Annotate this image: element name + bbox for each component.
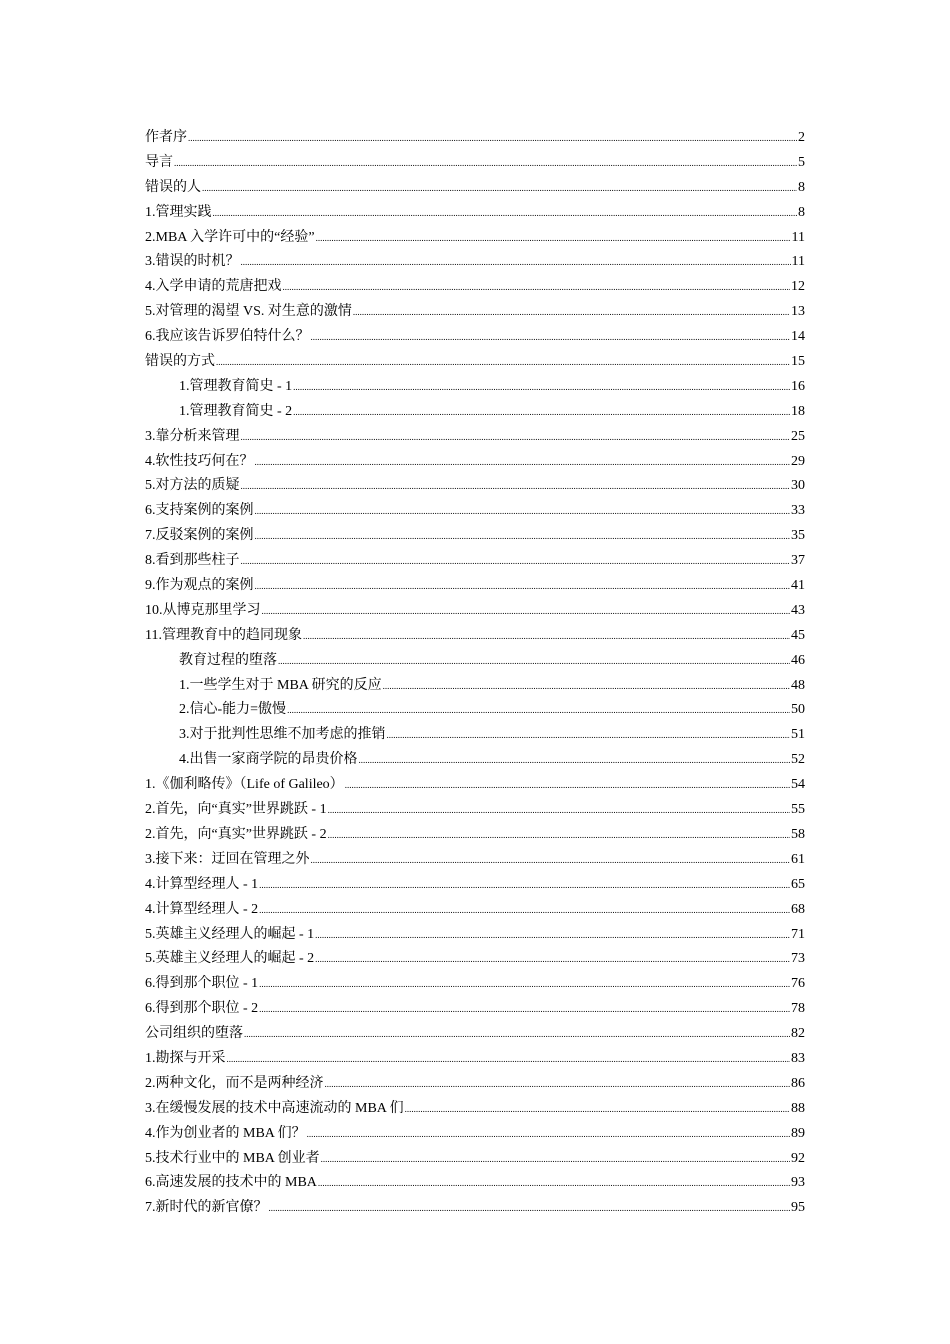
toc-entry[interactable]	[145, 723, 805, 748]
toc-entry-title: 6.支持案例的案例	[145, 503, 254, 519]
toc-entry-page-number: 8	[798, 204, 805, 220]
toc-dot-leader	[325, 1072, 791, 1097]
toc-entry-title: 11.管理教育中的趋同现象	[145, 627, 302, 643]
toc-entry-page-number: 2	[798, 130, 805, 145]
toc-entry-title: 3.错误的时机？	[145, 254, 240, 270]
toc-dot-leader	[328, 798, 790, 823]
toc-entry[interactable]	[145, 773, 805, 798]
toc-entry-title: 10.从博克那里学习	[145, 602, 261, 618]
toc-entry-page-number: 93	[791, 1175, 805, 1191]
toc-entry-title: 6.我应该告诉罗伯特什么？	[145, 329, 310, 345]
toc-entry-title: 公司组织的堕落	[145, 1026, 243, 1042]
toc-entry[interactable]	[145, 1171, 805, 1196]
toc-entry[interactable]	[145, 375, 805, 400]
toc-entry-page-number: 41	[791, 578, 805, 594]
toc-entry[interactable]	[145, 126, 805, 151]
toc-dot-leader	[353, 300, 790, 325]
toc-entry[interactable]	[145, 674, 805, 699]
toc-entry-page-number: 55	[791, 802, 805, 818]
toc-entry-page-number: 88	[791, 1100, 805, 1116]
toc-entry-page-number: 45	[791, 627, 805, 643]
toc-dot-leader	[307, 1122, 790, 1147]
toc-entry-page-number: 65	[791, 876, 805, 892]
toc-entry-page-number: 58	[791, 826, 805, 842]
toc-dot-leader	[287, 698, 790, 723]
toc-entry[interactable]	[145, 400, 805, 425]
toc-entry[interactable]	[145, 923, 805, 948]
toc-dot-leader	[311, 848, 791, 873]
toc-dot-leader	[293, 400, 790, 425]
toc-entry[interactable]	[145, 250, 805, 275]
toc-entry-page-number: 50	[791, 702, 805, 718]
toc-entry-page-number: 33	[791, 503, 805, 519]
toc-entry-page-number: 12	[791, 279, 805, 295]
toc-dot-leader	[244, 1022, 790, 1047]
toc-dot-leader	[278, 649, 790, 674]
toc-entry[interactable]	[145, 549, 805, 574]
toc-entry[interactable]	[145, 499, 805, 524]
toc-dot-leader	[283, 275, 791, 300]
toc-entry-title: 6.得到那个职位 - 1	[145, 976, 259, 992]
toc-entry-title: 2.首先，向“真实”世界跳跃 - 1	[145, 802, 327, 818]
toc-entry[interactable]	[145, 1047, 805, 1072]
toc-entry-title: 4.计算型经理人 - 1	[145, 876, 259, 892]
toc-entry-page-number: 68	[791, 901, 805, 917]
toc-dot-leader	[255, 499, 791, 524]
toc-entry-title: 2.首先，向“真实”世界跳跃 - 2	[145, 826, 327, 842]
toc-dot-leader	[359, 748, 791, 773]
toc-dot-leader	[213, 201, 798, 226]
toc-entry-page-number: 86	[791, 1075, 805, 1091]
toc-entry-title: 3.在缓慢发展的技术中高速流动的 MBA 们	[145, 1100, 404, 1116]
toc-entry-title: 4.软性技巧何在？	[145, 453, 254, 469]
toc-dot-leader	[321, 1147, 790, 1172]
toc-dot-leader	[262, 599, 791, 624]
toc-entry-page-number: 25	[791, 428, 805, 444]
toc-entry-page-number: 82	[791, 1026, 805, 1042]
toc-entry[interactable]	[145, 201, 805, 226]
toc-entry-title: 2.MBA 入学许可中的“经验”	[145, 229, 315, 245]
toc-entry[interactable]	[145, 649, 805, 674]
toc-entry[interactable]	[145, 624, 805, 649]
toc-entry-page-number: 51	[791, 727, 805, 743]
toc-entry-page-number: 46	[791, 652, 805, 668]
toc-entry[interactable]	[145, 350, 805, 375]
toc-entry-page-number: 15	[791, 354, 805, 370]
toc-entry[interactable]	[145, 1147, 805, 1172]
toc-entry-title: 6.得到那个职位 - 2	[145, 1001, 259, 1017]
toc-entry-page-number: 11	[791, 254, 805, 270]
toc-entry-title: 5.技术行业中的 MBA 创业者	[145, 1150, 320, 1166]
toc-dot-leader	[188, 126, 797, 151]
toc-entry-page-number: 78	[791, 1001, 805, 1017]
toc-dot-leader	[216, 350, 790, 375]
toc-entry[interactable]	[145, 873, 805, 898]
toc-entry-title: 5.对管理的渴望 VS. 对生意的激情	[145, 304, 352, 320]
toc-entry-title: 5.对方法的质疑	[145, 478, 240, 494]
toc-entry-title: 1.管理教育简史 - 2	[179, 403, 293, 419]
toc-entry-page-number: 16	[791, 378, 805, 394]
toc-entry[interactable]	[145, 275, 805, 300]
toc-entry[interactable]	[145, 898, 805, 923]
toc-dot-leader	[315, 947, 790, 972]
toc-entry[interactable]	[145, 176, 805, 201]
toc-entry[interactable]	[145, 1072, 805, 1097]
toc-entry-page-number: 48	[791, 677, 805, 693]
toc-entry-page-number: 92	[791, 1150, 805, 1166]
toc-entry-title: 4.计算型经理人 - 2	[145, 901, 259, 917]
toc-entry-title: 1.管理教育简史 - 1	[179, 378, 293, 394]
toc-entry[interactable]	[145, 823, 805, 848]
toc-entry-title: 错误的人	[145, 179, 201, 195]
toc-entry-page-number: 52	[791, 752, 805, 768]
toc-entry[interactable]	[145, 151, 805, 176]
toc-dot-leader	[255, 524, 791, 549]
toc-entry-title: 9.作为观点的案例	[145, 578, 254, 594]
table-of-contents	[145, 126, 805, 1221]
toc-entry-title: 1.一些学生对于 MBA 研究的反应	[179, 677, 382, 693]
toc-dot-leader	[303, 624, 790, 649]
toc-entry[interactable]	[145, 798, 805, 823]
toc-entry[interactable]	[145, 425, 805, 450]
toc-entry-title: 4.入学申请的荒唐把戏	[145, 279, 282, 295]
toc-dot-leader	[241, 474, 791, 499]
toc-entry-title: 作者序	[145, 130, 187, 145]
toc-entry[interactable]	[145, 226, 805, 251]
toc-entry-page-number: 37	[791, 553, 805, 569]
toc-dot-leader	[227, 1047, 791, 1072]
toc-dot-leader	[259, 873, 790, 898]
toc-entry-title: 2.两种文化，而不是两种经济	[145, 1075, 324, 1091]
toc-dot-leader	[259, 972, 790, 997]
toc-entry[interactable]	[145, 972, 805, 997]
toc-entry-title: 2.信心-能力=傲慢	[179, 702, 287, 718]
toc-entry-page-number: 76	[791, 976, 805, 992]
toc-dot-leader	[174, 151, 797, 176]
toc-dot-leader	[405, 1097, 790, 1122]
toc-dot-leader	[318, 1171, 790, 1196]
toc-entry[interactable]	[145, 599, 805, 624]
toc-entry[interactable]	[145, 748, 805, 773]
toc-entry[interactable]	[145, 325, 805, 350]
toc-entry-page-number: 54	[791, 777, 805, 793]
toc-entry-title: 4.出售一家商学院的昂贵价格	[179, 752, 358, 768]
toc-entry[interactable]	[145, 698, 805, 723]
toc-entry-page-number: 73	[791, 951, 805, 967]
toc-entry[interactable]	[145, 1196, 805, 1221]
toc-entry-title: 6.高速发展的技术中的 MBA	[145, 1175, 317, 1191]
toc-dot-leader	[311, 325, 791, 350]
toc-entry[interactable]	[145, 524, 805, 549]
toc-entry-title: 7.新时代的新官僚？	[145, 1200, 268, 1216]
toc-entry-title: 5.英雄主义经理人的崛起 - 2	[145, 951, 315, 967]
toc-entry[interactable]	[145, 574, 805, 599]
toc-entry-page-number: 14	[791, 329, 805, 345]
toc-entry-title: 导言	[145, 154, 173, 170]
toc-dot-leader	[259, 898, 790, 923]
toc-entry[interactable]	[145, 1097, 805, 1122]
toc-entry-page-number: 30	[791, 478, 805, 494]
toc-entry[interactable]	[145, 1122, 805, 1147]
toc-entry-title: 4.作为创业者的 MBA 们？	[145, 1125, 306, 1141]
toc-dot-leader	[202, 176, 797, 201]
toc-entry-title: 5.英雄主义经理人的崛起 - 1	[145, 926, 315, 942]
toc-entry-title: 7.反驳案例的案例	[145, 528, 254, 544]
toc-entry-title: 3.靠分析来管理	[145, 428, 240, 444]
toc-dot-leader	[387, 723, 791, 748]
toc-entry-page-number: 29	[791, 453, 805, 469]
toc-entry-title: 教育过程的堕落	[179, 652, 277, 668]
toc-entry-page-number: 18	[791, 403, 805, 419]
toc-entry-page-number: 35	[791, 528, 805, 544]
toc-entry[interactable]	[145, 300, 805, 325]
toc-entry[interactable]	[145, 997, 805, 1022]
toc-entry-page-number: 11	[791, 229, 805, 245]
toc-entry-page-number: 61	[791, 851, 805, 867]
toc-dot-leader	[255, 450, 791, 475]
toc-entry-page-number: 5	[798, 154, 805, 170]
toc-entry-title: 错误的方式	[145, 354, 215, 370]
toc-entry[interactable]	[145, 450, 805, 475]
toc-dot-leader	[241, 549, 791, 574]
toc-entry[interactable]	[145, 947, 805, 972]
toc-entry-page-number: 83	[791, 1050, 805, 1066]
toc-dot-leader	[255, 574, 791, 599]
toc-dot-leader	[316, 226, 791, 251]
toc-entry[interactable]	[145, 474, 805, 499]
toc-dot-leader	[383, 674, 790, 699]
toc-entry-page-number: 43	[791, 602, 805, 618]
toc-dot-leader	[345, 773, 790, 798]
toc-entry-page-number: 8	[798, 179, 805, 195]
toc-dot-leader	[259, 997, 790, 1022]
toc-dot-leader	[241, 250, 791, 275]
toc-entry-title: 1.《伽利略传》（Life of Galileo）	[145, 777, 344, 793]
toc-dot-leader	[241, 425, 791, 450]
toc-dot-leader	[328, 823, 790, 848]
toc-entry-title: 1.管理实践	[145, 204, 212, 220]
toc-entry-title: 3.对于批判性思维不加考虑的推销	[179, 727, 386, 743]
toc-dot-leader	[269, 1196, 791, 1221]
toc-entry-page-number: 71	[791, 926, 805, 942]
toc-entry[interactable]	[145, 1022, 805, 1047]
toc-dot-leader	[293, 375, 790, 400]
toc-entry-page-number: 89	[791, 1125, 805, 1141]
toc-entry-title: 1.勘探与开采	[145, 1050, 226, 1066]
toc-entry-page-number: 13	[791, 304, 805, 320]
toc-entry-title: 3.接下来：迂回在管理之外	[145, 851, 310, 867]
toc-entry-title: 8.看到那些柱子	[145, 553, 240, 569]
toc-entry-page-number: 95	[791, 1200, 805, 1216]
toc-entry[interactable]	[145, 848, 805, 873]
toc-dot-leader	[315, 923, 790, 948]
